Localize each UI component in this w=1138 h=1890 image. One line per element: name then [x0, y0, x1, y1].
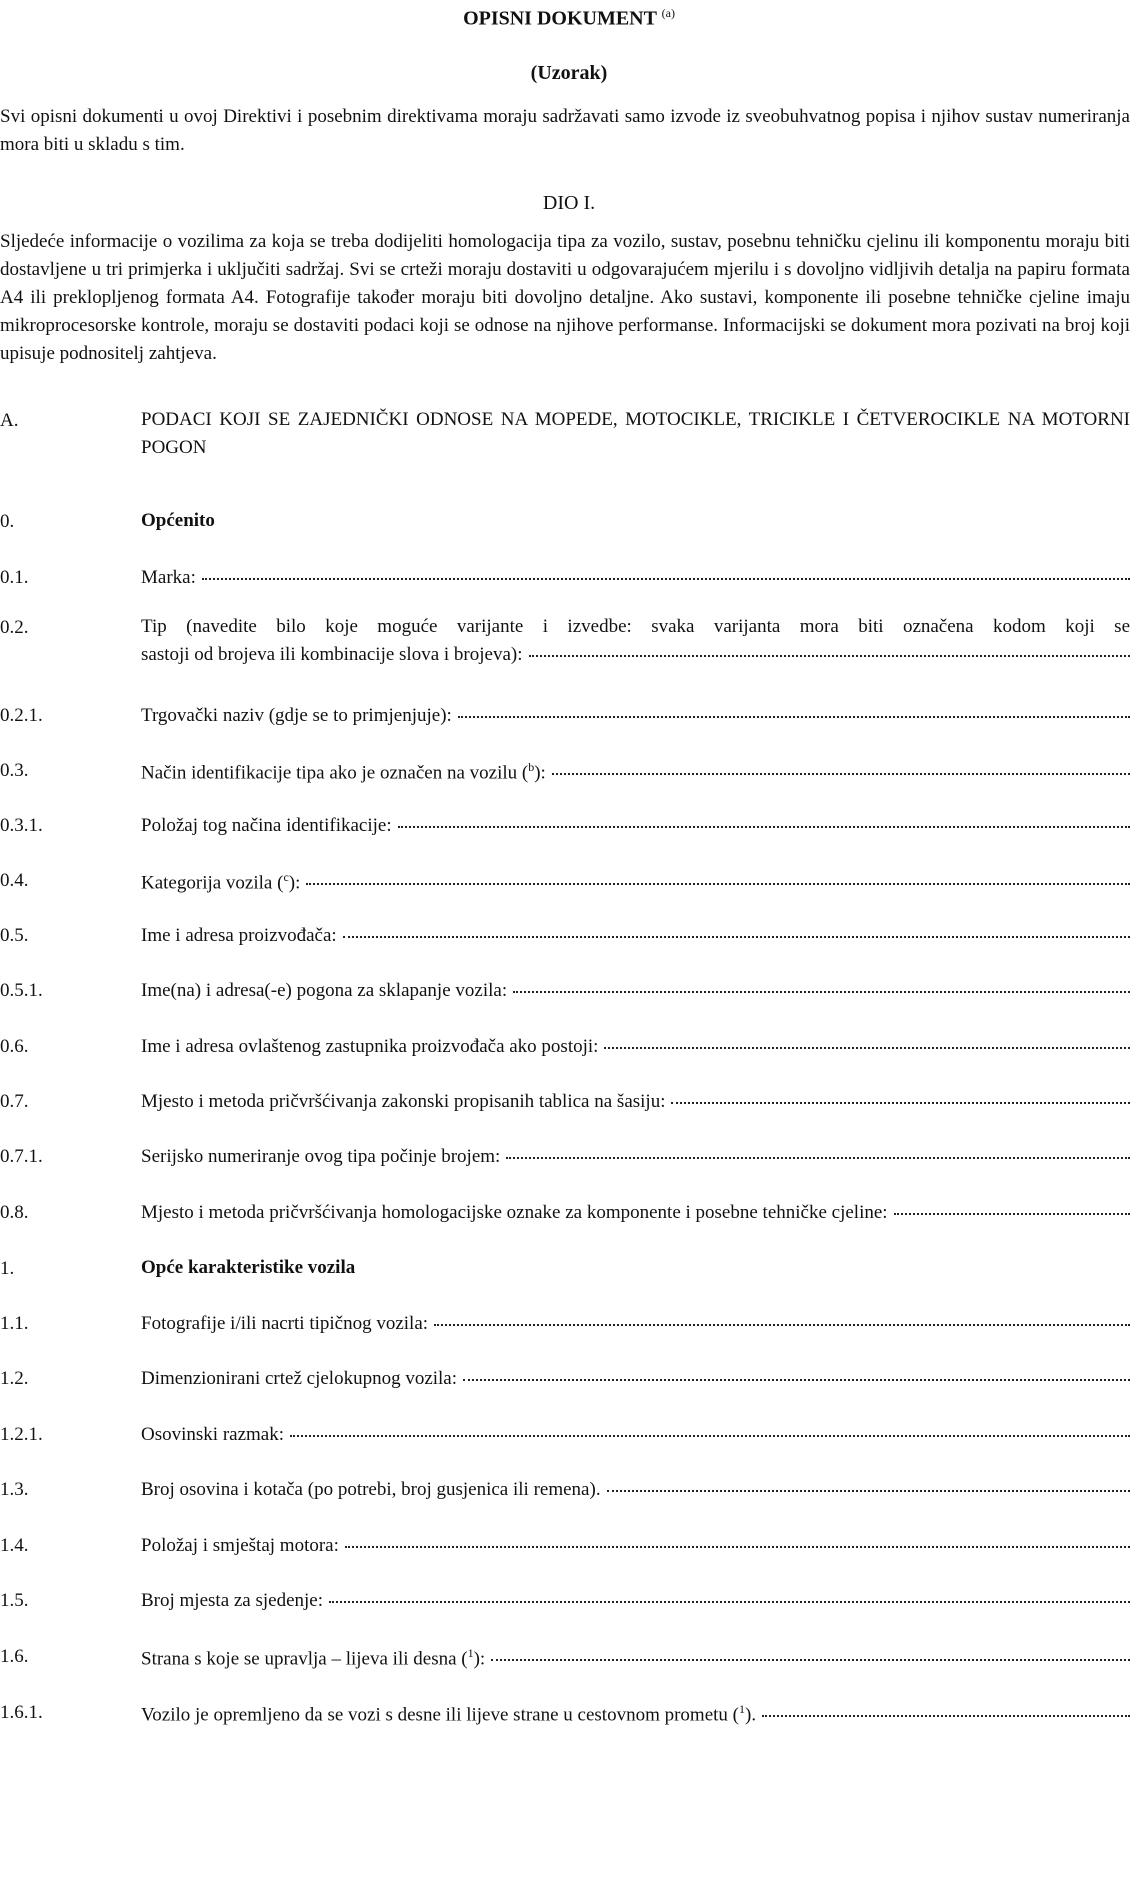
item-field: [141, 1479, 1130, 1501]
part-body-paragraph: Sljedeće informacije o vozilima za koja se treba dodijeliti homologacija tipa za vozilo, sustav, posebnu tehničku cjelinu ili komponentu moraju biti dostavljene u tri primjerka i uključiti sadržaj. Svi se crteži moraju dostaviti u odgovarajućem mjerilu i s dovoljno vidljivih detalja na papiru formata A4 ili preklopljenog formata A4. Fotografije također moraju biti dovoljno detaljne. Ako sustavi, komponente ili posebne tehničke cjeline imaju mikroprocesorske kontrole, moraju se dostaviti podaci koji se odnose na njihove performanse. Informacijski se dokument mora pozivati na broj koji upisuje podnositelj zahtjeva.: [0, 231, 1130, 364]
item-number: 0.1.: [0, 567, 29, 588]
item-field: [141, 815, 1130, 837]
item-label: Strana s koje se upravlja – lijeva ili desna ($^1$):: [141, 1646, 486, 1670]
item-number: 0.7.: [0, 1091, 29, 1112]
fill-in-dotted-line[interactable]: [607, 1490, 1130, 1492]
item-field-wrapped: [141, 613, 1130, 669]
item-number: 0.: [0, 511, 15, 532]
fill-in-dotted-line[interactable]: [343, 936, 1130, 938]
item-number: 1.3.: [0, 1479, 29, 1500]
section-a-title: PODACI KOJI SE ZAJEDNIČKI ODNOSE NA MOPEDE, MOTOCIKLE, TRICIKLE I ČETVEROCIKLE NA MOTORNI POGON: [141, 409, 1130, 458]
item-field: [141, 1091, 1130, 1113]
item-number: 0.2.1.: [0, 705, 43, 726]
title-footnote-ref: a: [665, 6, 671, 20]
item-number: 0.2.: [0, 617, 29, 638]
item-label: Ime(na) i adresa(-e) pogona za sklapanje vozila:: [141, 980, 508, 1001]
fill-in-dotted-line[interactable]: [671, 1102, 1130, 1104]
fill-in-dotted-line[interactable]: [894, 1213, 1130, 1215]
item-number: 0.3.: [0, 760, 29, 781]
item-label: Položaj tog načina identifikacije:: [141, 815, 392, 836]
item-number: 1.1.: [0, 1313, 29, 1334]
item-label: Mjesto i metoda pričvršćivanja homologacijske oznake za komponente i posebne tehničke cjeline:: [141, 1202, 888, 1223]
item-label: Broj mjesta za sjedenje:: [141, 1590, 324, 1611]
item-number: 1.6.1.: [0, 1702, 43, 1723]
item-field: [141, 1202, 1130, 1224]
item-field: [141, 1313, 1130, 1335]
fill-in-dotted-line[interactable]: [202, 578, 1130, 580]
item-field: [141, 925, 1130, 947]
item-label: Serijsko numeriranje ovog tipa počinje brojem:: [141, 1146, 501, 1167]
fill-in-dotted-line[interactable]: [552, 773, 1130, 775]
item-field: [141, 1646, 1130, 1670]
document-subtitle: (Uzorak): [530, 62, 608, 84]
footnote-ref: b: [528, 760, 535, 774]
item-field: [141, 1590, 1130, 1612]
intro-paragraph: Svi opisni dokumenti u ovoj Direktivi i posebnim direktivama moraju sadržavati samo izvode iz sveobuhvatnog popisa i njihov sustav numeriranja mora biti u skladu s tim.: [0, 106, 1130, 155]
item-label: Dimenzionirani crtež cjelokupnog vozila:: [141, 1368, 458, 1389]
item-field: [141, 1036, 1130, 1058]
fill-in-dotted-line[interactable]: [506, 1157, 1130, 1159]
item-label: Trgovački naziv (gdje se to primjenjuje):: [141, 705, 452, 726]
item-heading: Općenito: [141, 510, 215, 531]
item-label: Marka:: [141, 567, 196, 588]
item-number: 0.3.1.: [0, 815, 43, 836]
item-heading: Opće karakteristike vozila: [141, 1257, 356, 1278]
fill-in-dotted-line[interactable]: [513, 991, 1130, 993]
fill-in-dotted-line[interactable]: [458, 716, 1130, 718]
item-number: 1.6.: [0, 1646, 29, 1667]
fill-in-dotted-line[interactable]: [345, 1546, 1130, 1548]
item-number: 1.: [0, 1258, 15, 1279]
document-title: OPISNI DOKUMENT $^{(a)}$: [463, 6, 675, 30]
item-number: 1.2.1.: [0, 1424, 43, 1445]
item-number: 0.5.: [0, 925, 29, 946]
item-label: Kategorija vozila ($^c$):: [141, 870, 301, 894]
item-field: [141, 1368, 1130, 1390]
item-field: [141, 980, 1130, 1002]
item-label: Vozilo je opremljeno da se vozi s desne ili lijeve strane u cestovnom prometu ($^1$).: [141, 1702, 757, 1726]
footnote-ref: 1: [739, 1702, 745, 1716]
fill-in-dotted-line[interactable]: [290, 1435, 1130, 1437]
item-label: Fotografije i/ili nacrti tipičnog vozila:: [141, 1313, 429, 1334]
fill-in-dotted-line[interactable]: [529, 655, 1131, 657]
item-label: Položaj i smještaj motora:: [141, 1535, 339, 1556]
item-field: [141, 1702, 1130, 1726]
item-field: [141, 760, 1130, 784]
part-heading: DIO I.: [542, 192, 596, 214]
fill-in-dotted-line[interactable]: [329, 1601, 1130, 1603]
footnote-ref: 1: [467, 1646, 474, 1660]
item-field: [141, 1535, 1130, 1557]
item-field: [141, 1424, 1130, 1446]
item-field: [141, 1146, 1130, 1168]
fill-in-dotted-line[interactable]: [491, 1659, 1130, 1661]
item-number: 1.5.: [0, 1590, 29, 1611]
item-label-line2: sastoji od brojeva ili kombinacije slova i brojeva):: [141, 641, 1130, 669]
item-field: [141, 567, 1130, 589]
item-label: Broj osovina i kotača (po potrebi, broj gusjenica ili remena).: [141, 1479, 601, 1500]
item-label: Osovinski razmak:: [141, 1424, 285, 1445]
fill-in-dotted-line[interactable]: [604, 1047, 1130, 1049]
item-number: 0.7.1.: [0, 1146, 43, 1167]
footnote-ref: c: [283, 870, 289, 884]
item-label: Način identifikacije tipa ako je označen na vozilu ($^b$):: [141, 760, 546, 784]
document-title-text: OPISNI DOKUMENT: [463, 7, 657, 30]
item-field: [141, 705, 1130, 727]
item-label: Ime i adresa ovlaštenog zastupnika proizvođača ako postoji:: [141, 1036, 599, 1057]
item-label-line1: Tip (navedite bilo koje moguće varijante i izvedbe: svaka varijanta mora biti označena kodom koji se: [141, 616, 1130, 637]
section-a-number: A.: [0, 410, 19, 431]
item-number: 0.5.1.: [0, 980, 43, 1001]
fill-in-dotted-line[interactable]: [762, 1715, 1130, 1717]
fill-in-dotted-line[interactable]: [463, 1379, 1130, 1381]
item-label: Mjesto i metoda pričvršćivanja zakonski propisanih tablica na šasiju:: [141, 1091, 666, 1112]
item-number: 1.4.: [0, 1535, 29, 1556]
fill-in-dotted-line[interactable]: [306, 883, 1130, 885]
fill-in-dotted-line[interactable]: [434, 1324, 1130, 1326]
fill-in-dotted-line[interactable]: [398, 826, 1130, 828]
item-field: [141, 870, 1130, 894]
item-number: 1.2.: [0, 1368, 29, 1389]
item-label: Ime i adresa proizvođača:: [141, 925, 337, 946]
item-number: 0.4.: [0, 870, 29, 891]
item-number: 0.8.: [0, 1202, 29, 1223]
item-number: 0.6.: [0, 1036, 29, 1057]
